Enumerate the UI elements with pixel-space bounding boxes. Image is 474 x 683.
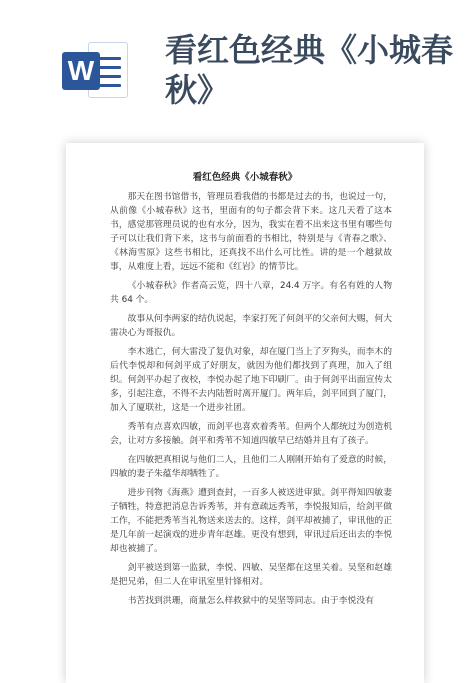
document-body	[110, 190, 392, 613]
paragraph: 故事从何李两家的结仇说起，李家打死了何剑平的父亲何大赐，何大雷决心为哥报仇。	[110, 314, 392, 338]
header-banner	[0, 0, 474, 130]
paragraph: 《小城春秋》作者高云览，四十八章，24.4 万字。有名有姓的人物共 64 个。	[110, 281, 392, 305]
banner-title: 看红色经典《小城春秋》	[165, 31, 454, 109]
paragraph: 进步刊物《海燕》遭到查封，一百多人被送进审狱。剑平得知四敏妻子牺牲，特意把消息告诉秀苇，并有意疏远秀苇，李悦报知后，给剑平做工作，不能把秀苇当礼物送来送去的。这样，剑平却被捕了，审讯他的正是几年前一起演戏的进步青年赵雄。更没有想到，审讯过后还出去的李悦却也被捕了。	[110, 488, 392, 554]
paragraph: 秀苇有点喜欢四敏，而剑平也喜欢着秀苇。但两个人都统过为创造机会，让对方多接触。剑平和秀苇不知道四敏早已结婚并且有了孩子。	[110, 422, 392, 446]
paragraph: 在四敏把真相说与他们二人，且他们二人刚刚开始有了爱意的时候，四敏的妻子朱蕴华却牺牲了。	[110, 455, 392, 479]
document-title: 看红色经典《小城春秋》	[192, 172, 298, 183]
text-line	[99, 57, 121, 60]
paragraph: 那天在图书馆借书，管理员看我借的书都是过去的书，也说过一句，从前像《小城春秋》这书，里面有的句子都会背下来。这几天看了这本书，感觉那管理员说的也有水分，因为，我实在看不出来这书里有哪些句子可以让我们背下来，这书与前面看的书相比，特别是与《青春之歌》、《林海雪原》这些书相比，还真找不出什么可比性。讲的是一个越狱故事，从难度上看，远远不能和《红岩》的情节比。	[110, 192, 392, 272]
paragraph: 李木逃亡，何大雷没了复仇对象，却在厦门当上了歹狗头，而李木的后代李悦却和何剑平成了好朋友，就因为他们都找到了真理，加入了组织。何剑平办起了夜校，李悦办起了地下印刷厂。由于何剑平出面宣传太多，引起注意，不得不去内陆暂时离开厦门。两年后，剑平回到了厦门，加入了厦联社，这是一个进步社团。	[110, 347, 392, 413]
word-document-icon	[62, 38, 130, 102]
document-page	[66, 143, 424, 683]
text-line	[99, 84, 121, 87]
word-logo-tile: W	[62, 52, 100, 90]
paragraph: 剑平被送到第一监狱，李悦、四敏、吴坚都在这里关着。吴坚和赵雄是把兄弟，但二人在审讯室里针锋相对。	[110, 563, 392, 587]
paragraph: 书苦找到洪珊，商量怎么样救狱中的吴坚等同志。由于李悦没有	[127, 596, 374, 606]
text-line	[99, 75, 121, 78]
text-line	[99, 66, 121, 69]
